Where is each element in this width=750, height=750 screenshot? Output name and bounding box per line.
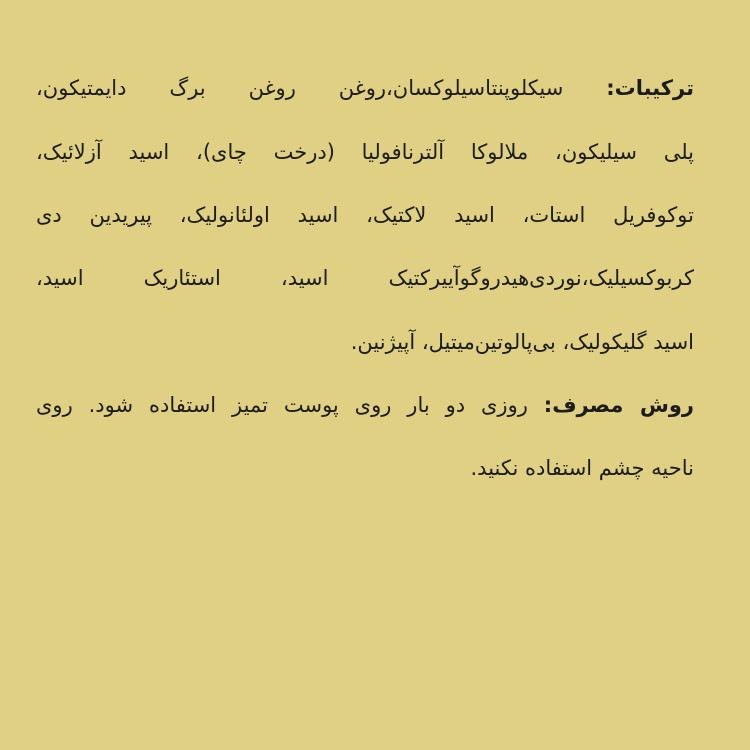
ingredients-text: پلی سیلیکون، ملالوکا آلترنافولیا (درخت چای)، اسید آزلائیک،: [36, 140, 694, 164]
usage-label: روش مصرف:: [543, 393, 694, 417]
product-info-card: [36, 0, 694, 750]
ingredients-line-1: [36, 73, 694, 103]
ingredients-label: ترکیبات:: [606, 76, 694, 100]
usage-line-1: [36, 390, 694, 420]
ingredients-line-4: [36, 263, 694, 293]
ingredients-line-2: [36, 137, 694, 167]
ingredients-line-5: [36, 327, 694, 357]
usage-text: ناحیه چشم استفاده نکنید.: [470, 456, 694, 480]
usage-line-2: [36, 453, 694, 483]
usage-text: روزی دو بار روی پوست تمیز استفاده شود. روی: [36, 393, 528, 417]
ingredients-text: اسید گلیکولیک، بی‌پالوتین‌میتیل، آپیژنین.: [350, 330, 694, 354]
ingredients-text: توکوفریل استات، اسید لاکتیک، اسید اولئانولیک، پیریدین دی: [36, 203, 694, 227]
ingredients-text: سیکلوپنتاسیلوکسان،روغن روغن برگ دایمتیکون،: [36, 76, 564, 100]
ingredients-line-3: [36, 200, 694, 230]
ingredients-text: کربوکسیلیک،نوردی‌هیدروگوآییرکتیک اسید، استئاریک اسید،: [36, 266, 694, 290]
